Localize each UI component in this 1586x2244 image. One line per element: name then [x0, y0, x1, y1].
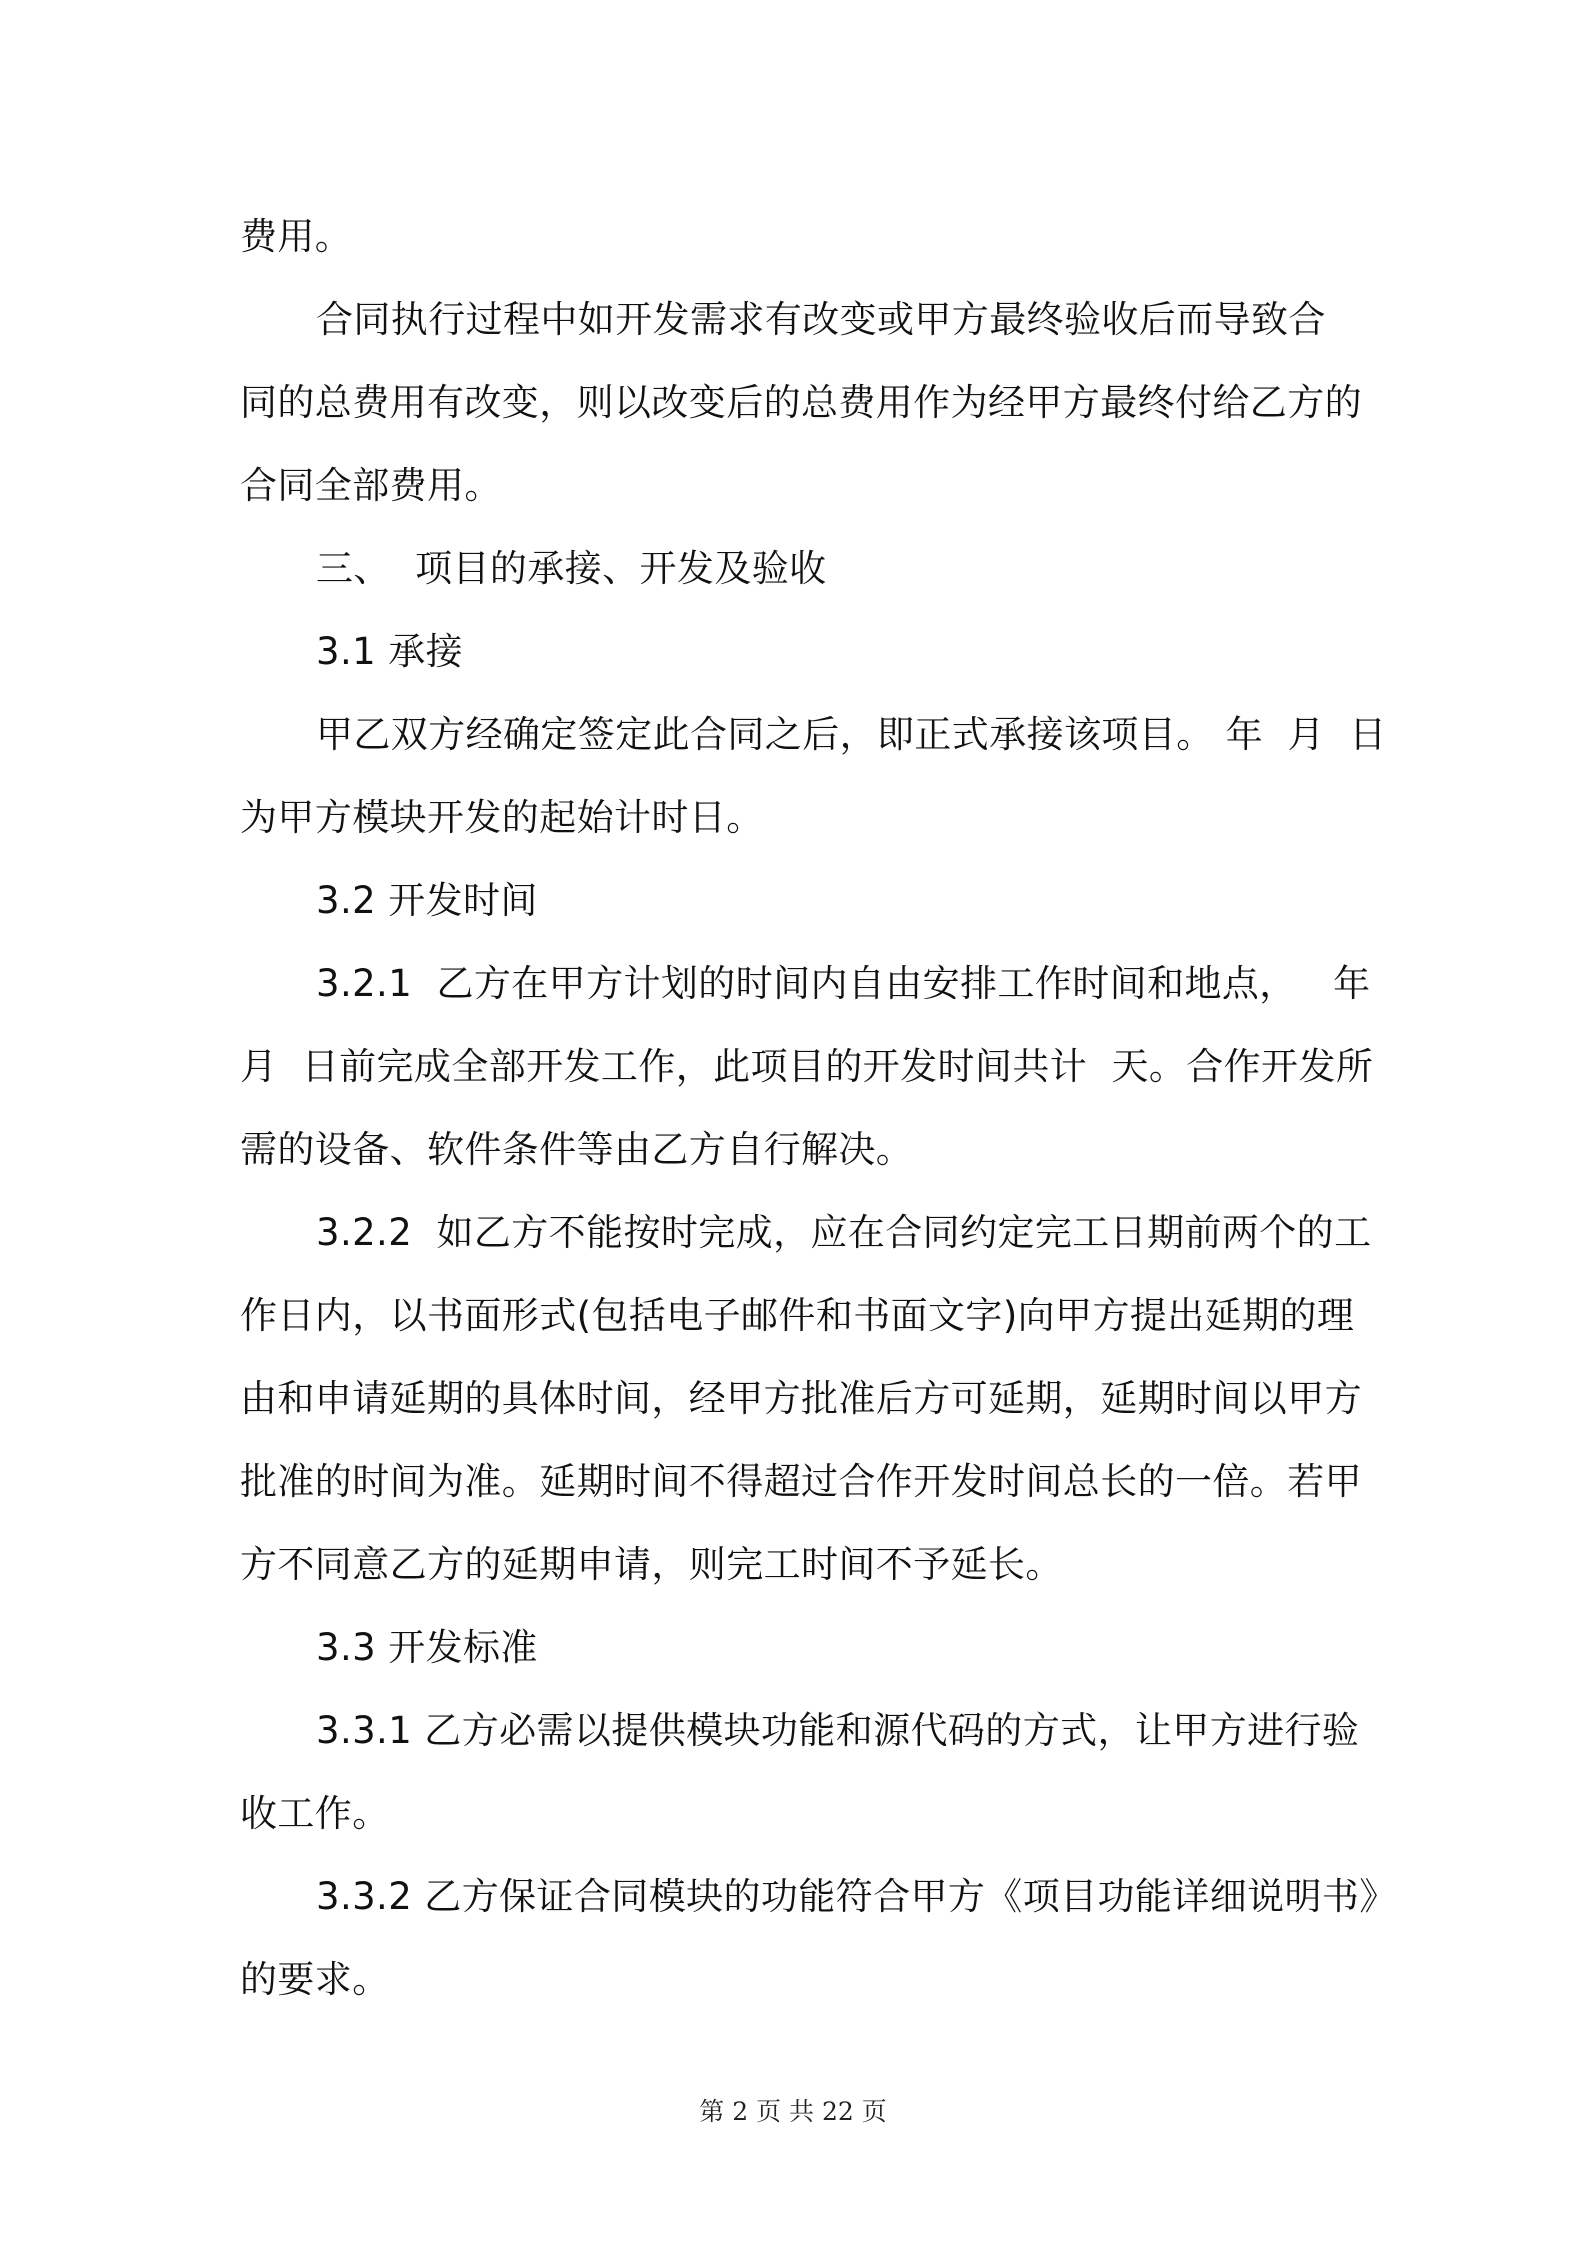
section-heading-3: 三、 项目的承接、开发及验收	[316, 547, 827, 590]
text-line-11: 月 日前完成全部开发工作，此项目的开发时间共计 天。合作开发所	[240, 1045, 1374, 1088]
contract-body	[240, 195, 1397, 2021]
page-number-footer: 第 2 页 共 22 页	[699, 2097, 887, 2126]
text-line-20: 收工作。	[240, 1792, 390, 1835]
text-line-8: 为甲方模块开发的起始计时日。	[240, 796, 764, 839]
text-line-13: 3.2.2 如乙方不能按时完成，应在合同约定完工日期前两个的工	[316, 1211, 1372, 1254]
subsection-heading-3-3: 3.3 开发标准	[316, 1626, 538, 1669]
text-line-19: 3.3.1 乙方必需以提供模块功能和源代码的方式，让甲方进行验	[316, 1709, 1360, 1752]
text-line-3: 同的总费用有改变，则以改变后的总费用作为经甲方最终付给乙方的	[240, 381, 1362, 424]
text-line-15: 由和申请延期的具体时间，经甲方批准后方可延期，延期时间以甲方	[240, 1377, 1362, 1420]
text-line-1: 费用。	[240, 215, 353, 258]
text-line-2: 合同执行过程中如开发需求有改变或甲方最终验收后而导致合	[316, 298, 1326, 341]
text-line-14: 作日内，以书面形式(包括电子邮件和书面文字)向甲方提出延期的理	[240, 1294, 1355, 1337]
text-line-17: 方不同意乙方的延期申请，则完工时间不予延长。	[240, 1543, 1063, 1586]
text-line-4: 合同全部费用。	[240, 464, 502, 507]
text-line-21: 3.3.2 乙方保证合同模块的功能符合甲方《项目功能详细说明书》	[316, 1875, 1397, 1918]
text-line-7: 甲乙双方经确定签定此合同之后，即正式承接该项目。 年 月 日	[316, 713, 1387, 756]
subsection-heading-3-1: 3.1 承接	[316, 630, 464, 673]
subsection-heading-3-2: 3.2 开发时间	[316, 879, 538, 922]
text-line-16: 批准的时间为准。延期时间不得超过合作开发时间总长的一倍。若甲	[240, 1460, 1362, 1503]
text-line-12: 需的设备、软件条件等由乙方自行解决。	[240, 1128, 914, 1171]
text-line-10: 3.2.1 乙方在甲方计划的时间内自由安排工作时间和地点， 年	[316, 962, 1371, 1005]
text-line-22: 的要求。	[240, 1958, 390, 2001]
